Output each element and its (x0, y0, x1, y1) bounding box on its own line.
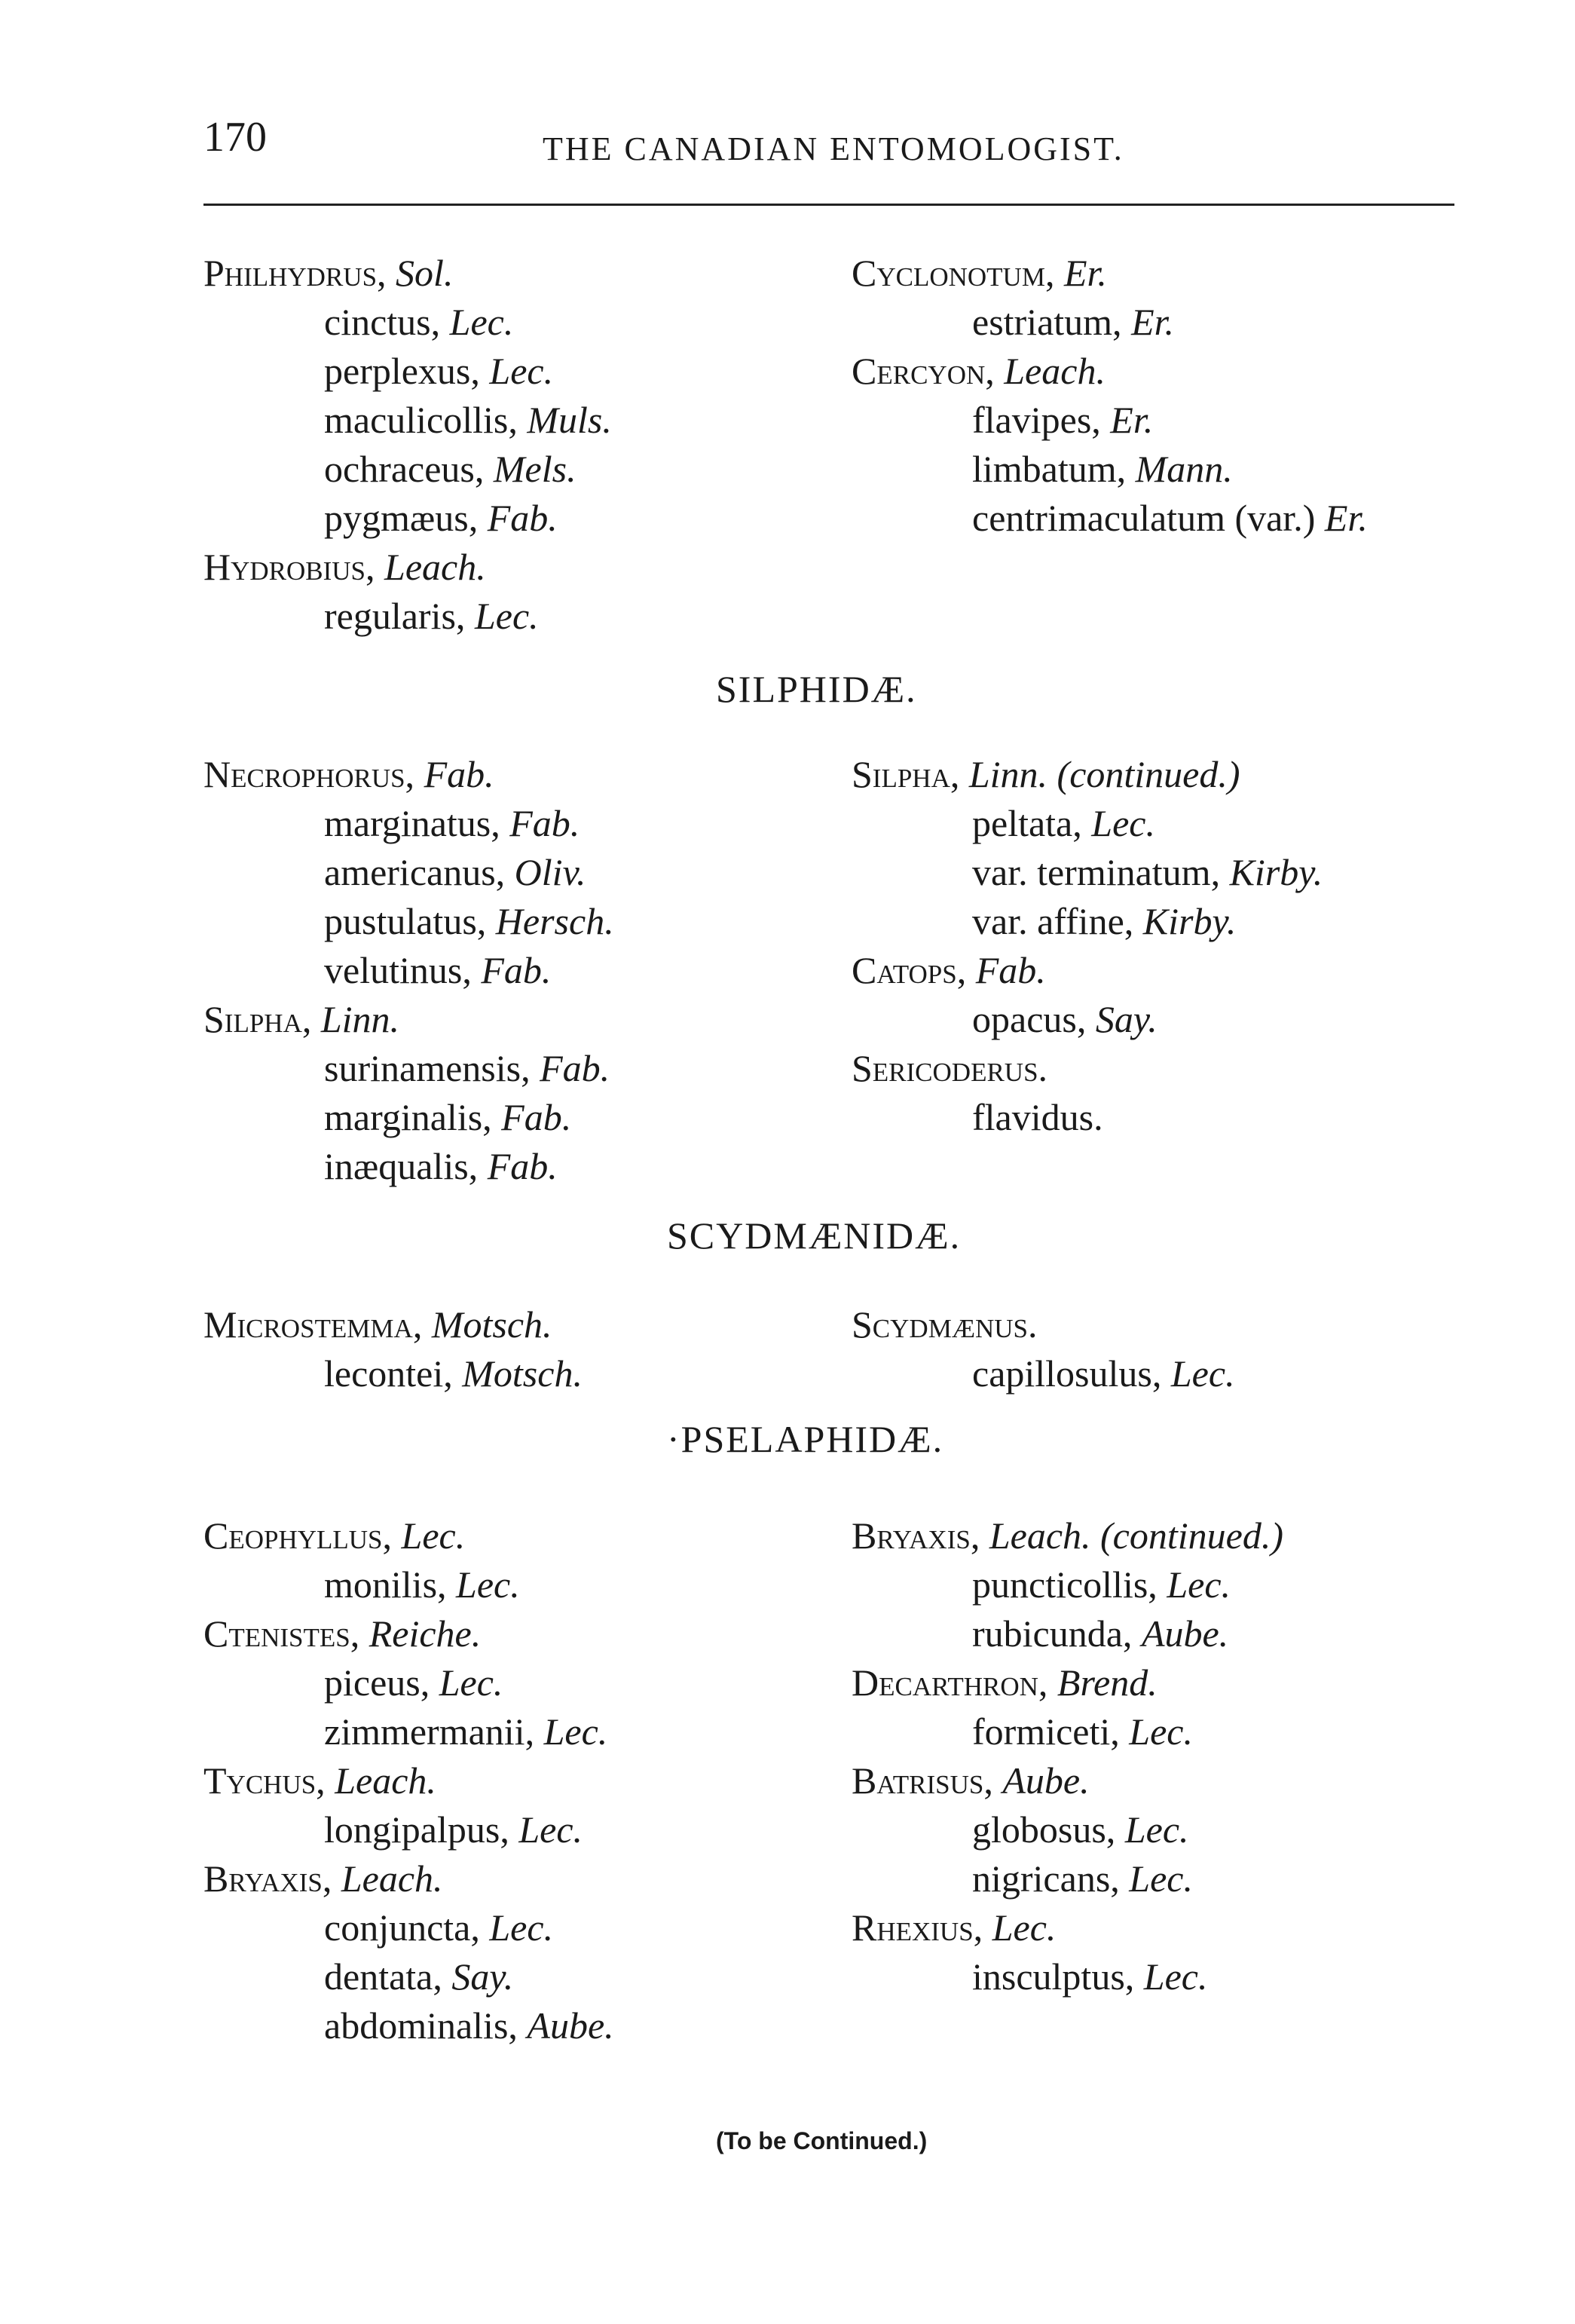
species-entry (852, 1349, 1235, 1398)
genus-name: Cercyon, (852, 350, 995, 392)
author-abbreviation: Leach. (continued.) (989, 1514, 1284, 1557)
species-name: piceus, (324, 1661, 430, 1704)
author-abbreviation: Er. (1324, 497, 1368, 539)
species-entry (203, 1903, 614, 1952)
genus-name: Sericoderus. (852, 1047, 1048, 1089)
species-entry (203, 1658, 614, 1707)
genus-entry (203, 750, 614, 799)
author-abbreviation: Motsch. (431, 1303, 552, 1346)
author-abbreviation: Leach. (335, 1759, 436, 1802)
genus-entry (852, 1903, 1283, 1952)
author-abbreviation: Kirby. (1229, 851, 1323, 893)
header-rule (203, 204, 1454, 206)
author-abbreviation: Say. (1095, 998, 1158, 1040)
author-abbreviation: Leach. (384, 546, 486, 588)
author-abbreviation: Muls. (527, 399, 612, 441)
author-abbreviation: Lec. (1143, 1955, 1208, 1998)
species-entry (852, 1093, 1323, 1142)
left-column (203, 249, 612, 641)
author-abbreviation: Er. (1063, 252, 1107, 294)
family-heading: ·PSELAPHIDÆ. (667, 1418, 944, 1460)
author-abbreviation: Lec. (489, 350, 554, 392)
species-entry (203, 848, 614, 897)
author-abbreviation: Lec. (1167, 1563, 1231, 1606)
author-abbreviation: Fab. (481, 949, 552, 991)
genus-name: Hydrobius, (203, 546, 375, 588)
genus-name: Silpha, (852, 753, 960, 795)
species-entry (852, 995, 1323, 1044)
species-entry (203, 1142, 614, 1191)
species-name: var. terminatum, (972, 851, 1221, 893)
species-name: maculicollis, (324, 399, 518, 441)
species-name: abdominalis, (324, 2004, 518, 2047)
species-entry (852, 1707, 1283, 1756)
species-entry (852, 897, 1323, 946)
species-entry (203, 347, 612, 396)
species-name: limbatum, (972, 448, 1127, 490)
species-entry (203, 1093, 614, 1142)
species-name: dentata, (324, 1955, 442, 1998)
species-name: flavidus. (972, 1096, 1103, 1138)
author-abbreviation: Fab. (501, 1096, 572, 1138)
genus-name: Cyclonotum, (852, 252, 1055, 294)
species-entry (852, 396, 1368, 445)
author-abbreviation: Lec. (518, 1808, 583, 1851)
author-abbreviation: Sol. (396, 252, 454, 294)
genus-entry (203, 995, 614, 1044)
family-heading: SILPHIDÆ. (716, 668, 917, 710)
family-heading: SCYDMÆNIDÆ. (667, 1214, 962, 1257)
author-abbreviation: Lec. (474, 595, 539, 637)
species-name: opacus, (972, 998, 1087, 1040)
author-abbreviation: Lec. (543, 1710, 608, 1753)
page-number: 170 (203, 114, 267, 161)
journal-title: THE CANADIAN ENTOMOLOGIST. (543, 130, 1124, 167)
author-abbreviation: Fab. (487, 497, 558, 539)
species-name: ochraceus, (324, 448, 485, 490)
genus-name: Philhydrus, (203, 252, 387, 294)
right-column (852, 1511, 1283, 2001)
species-entry (203, 1560, 614, 1609)
genus-name: Rhexius, (852, 1906, 983, 1949)
species-entry (852, 298, 1368, 347)
species-name: cinctus, (324, 301, 441, 343)
species-name: regularis, (324, 595, 466, 637)
species-name: inæqualis, (324, 1145, 479, 1187)
species-entry (852, 1609, 1283, 1658)
author-abbreviation: Lec. (401, 1514, 466, 1557)
genus-entry (203, 543, 612, 592)
species-name: velutinus, (324, 949, 472, 991)
species-name: marginalis, (324, 1096, 492, 1138)
genus-entry (852, 1511, 1283, 1560)
genus-entry (852, 750, 1323, 799)
author-abbreviation: Kirby. (1142, 900, 1237, 942)
genus-name: Bryaxis, (203, 1857, 332, 1900)
author-abbreviation: Fab. (540, 1047, 610, 1089)
author-abbreviation: Say. (451, 1955, 514, 1998)
genus-name: Bryaxis, (852, 1514, 980, 1557)
species-entry (203, 1707, 614, 1756)
author-abbreviation: Mels. (493, 448, 576, 490)
genus-name: Silpha, (203, 998, 312, 1040)
species-name: pustulatus, (324, 900, 487, 942)
species-name: nigricans, (972, 1857, 1120, 1900)
species-name: americanus, (324, 851, 506, 893)
species-entry (852, 799, 1323, 848)
species-name: puncticollis, (972, 1563, 1158, 1606)
author-abbreviation: Mann. (1135, 448, 1233, 490)
species-name: peltata, (972, 802, 1082, 844)
species-entry (852, 445, 1368, 494)
genus-entry (852, 946, 1323, 995)
right-column (852, 750, 1323, 1142)
species-name: flavipes, (972, 399, 1101, 441)
genus-name: Microstemma, (203, 1303, 423, 1346)
species-name: centrimaculatum (var.) (972, 497, 1316, 539)
continuation-note: (To be Continued.) (716, 2127, 928, 2154)
species-entry (852, 1854, 1283, 1903)
species-name: longipalpus, (324, 1808, 509, 1851)
author-abbreviation: Fab. (424, 753, 494, 795)
species-name: perplexus, (324, 350, 480, 392)
genus-entry (852, 347, 1368, 396)
author-abbreviation: Linn. (continued.) (968, 753, 1240, 795)
species-entry (203, 298, 612, 347)
genus-entry (203, 1511, 614, 1560)
author-abbreviation: Lec. (456, 1563, 520, 1606)
species-name: estriatum, (972, 301, 1122, 343)
species-name: conjuncta, (324, 1906, 480, 1949)
author-abbreviation: Brend. (1057, 1661, 1158, 1704)
genus-entry (852, 1658, 1283, 1707)
species-entry (852, 1560, 1283, 1609)
species-name: marginatus, (324, 802, 500, 844)
species-entry (203, 1805, 614, 1854)
genus-entry (852, 1300, 1235, 1349)
genus-entry (203, 1756, 614, 1805)
genus-name: Decarthron, (852, 1661, 1048, 1704)
genus-entry (203, 1854, 614, 1903)
genus-name: Catops, (852, 949, 967, 991)
genus-name: Batrisus, (852, 1759, 993, 1802)
author-abbreviation: Lec. (1124, 1808, 1189, 1851)
species-entry (203, 592, 612, 641)
species-name: rubicunda, (972, 1612, 1133, 1655)
genus-entry (203, 1609, 614, 1658)
species-entry (203, 1349, 583, 1398)
species-name: formiceti, (972, 1710, 1120, 1753)
right-column (852, 249, 1368, 543)
author-abbreviation: Lec. (1170, 1352, 1235, 1395)
genus-name: Ceophyllus, (203, 1514, 393, 1557)
species-entry (203, 2001, 614, 2050)
author-abbreviation: Er. (1110, 399, 1154, 441)
species-name: var. affine, (972, 900, 1134, 942)
author-abbreviation: Fab. (975, 949, 1046, 991)
species-name: monilis, (324, 1563, 447, 1606)
author-abbreviation: Motsch. (462, 1352, 583, 1395)
species-name: lecontei, (324, 1352, 453, 1395)
genus-entry (852, 1044, 1323, 1093)
author-abbreviation: Hersch. (495, 900, 614, 942)
author-abbreviation: Lec. (489, 1906, 554, 1949)
author-abbreviation: Lec. (1129, 1857, 1193, 1900)
species-entry (203, 445, 612, 494)
author-abbreviation: Fab. (487, 1145, 558, 1187)
author-abbreviation: Lec. (1129, 1710, 1193, 1753)
species-entry (852, 848, 1323, 897)
genus-name: Necrophorus, (203, 753, 415, 795)
genus-name: Tychus, (203, 1759, 326, 1802)
left-column (203, 750, 614, 1191)
right-column (852, 1300, 1235, 1398)
author-abbreviation: Lec. (449, 301, 514, 343)
author-abbreviation: Aube. (527, 2004, 614, 2047)
author-abbreviation: Lec. (439, 1661, 503, 1704)
species-entry (852, 1952, 1283, 2001)
species-name: pygmæus, (324, 497, 479, 539)
species-name: globosus, (972, 1808, 1116, 1851)
left-column (203, 1300, 583, 1398)
species-entry (203, 799, 614, 848)
species-name: zimmermanii, (324, 1710, 535, 1753)
species-entry (203, 946, 614, 995)
author-abbreviation: Aube. (1002, 1759, 1090, 1802)
left-column (203, 1511, 614, 2050)
author-abbreviation: Reiche. (369, 1612, 482, 1655)
species-name: surinamensis, (324, 1047, 531, 1089)
species-entry (203, 1952, 614, 2001)
author-abbreviation: Fab. (509, 802, 580, 844)
genus-name: Ctenistes, (203, 1612, 360, 1655)
author-abbreviation: Oliv. (514, 851, 586, 893)
species-entry (852, 494, 1368, 543)
genus-name: Scydmænus. (852, 1303, 1038, 1346)
species-name: insculptus, (972, 1955, 1135, 1998)
species-entry (203, 897, 614, 946)
genus-entry (852, 1756, 1283, 1805)
species-entry (203, 1044, 614, 1093)
author-abbreviation: Leach. (341, 1857, 443, 1900)
author-abbreviation: Aube. (1141, 1612, 1229, 1655)
author-abbreviation: Leach. (1004, 350, 1106, 392)
author-abbreviation: Lec. (992, 1906, 1057, 1949)
species-entry (203, 396, 612, 445)
species-entry (852, 1805, 1283, 1854)
species-name: capillosulus, (972, 1352, 1162, 1395)
author-abbreviation: Er. (1131, 301, 1175, 343)
species-entry (203, 494, 612, 543)
genus-entry (852, 249, 1368, 298)
genus-entry (203, 249, 612, 298)
author-abbreviation: Lec. (1091, 802, 1155, 844)
author-abbreviation: Linn. (320, 998, 400, 1040)
genus-entry (203, 1300, 583, 1349)
